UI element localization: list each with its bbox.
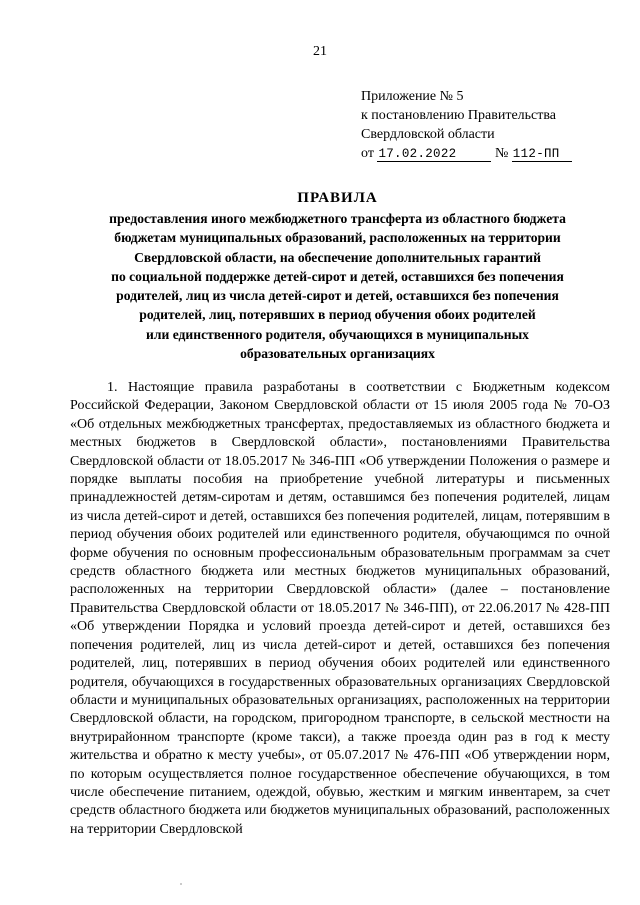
annex-line-3: Свердловской области bbox=[361, 127, 495, 142]
title-line: по социальной поддержке детей-сирот и детей, оставшихся без попечения bbox=[111, 268, 564, 284]
page-number: 21 bbox=[313, 44, 327, 59]
paragraph-1: 1. Настоящие правила разработаны в соответствии с Бюджетным кодексом Российской Федерации, Законом Свердловской области от 15 июля 2005 года № 70-ОЗ «Об отдельных межбюджетных трансфертах, предоставляемых из областного бюджета и местных бюджетов в Свердловской области», постановлениями Правительства Свердловской области от 18.05.2017 № 346-ПП «Об утверждении Положения о размере и порядке выплаты пособия на приобретение учебной литературы и письменных принадлежностей детям-сиротам и детям, оставшимся без попечения родителей, лицам из числа детей-сирот и детей, оставшихся без попечения родителей, лицам, потерявшим в период обучения обоих родителей или единственного родителя, обучающимся по очной форме обучения по основным профессиональным образовательным программам за счет средств областного бюджета или местных бюджетов муниципальных образований, расположенных на территории Свердловской области» (далее – постановление Правительства Свердловской области от 18.05.2017 № 346-ПП), от 22.06.2017 № 428-ПП «Об утверждении Порядка и условий проезда детей-сирот и детей, оставшихся без попечения родителей, лиц из числа детей-сирот и детей, оставшихся без попечения родителей, лиц, потерявших в период обучения обоих родителей или единственного родителя, обучающихся в государственных образовательных организациях Свердловской области и муниципальных образовательных организациях, расположенных на территории Свердловской области, на городском, пригородном транспорте, в сельской местности на внутрирайонном транспорте (кроме такси), а также проезда один раз в год к месту жительства и обратно к месту учебы», от 05.07.2017 № 476-ПП «Об утверждении норм, по которым осуществляется полное государственное обеспечение обучающихся, в том числе обеспечение питанием, одеждой, обувью, жестким и мягким инвентарем, за счет средств областного бюджета или бюджетов муниципальных образований, расположенных на территории Свердловской bbox=[70, 380, 610, 837]
title-line: бюджетам муниципальных образований, расположенных на территории bbox=[114, 230, 561, 246]
title-line: образовательных организациях bbox=[240, 346, 435, 362]
body-text bbox=[70, 379, 610, 839]
date-prefix: от bbox=[361, 146, 374, 161]
date-value: 17.02.2022 bbox=[377, 148, 491, 162]
document-title bbox=[70, 190, 605, 363]
scan-speck bbox=[180, 883, 182, 885]
title-line: Свердловской области, на обеспечение дополнительных гарантий bbox=[134, 249, 541, 265]
annex-line-1: Приложение № 5 bbox=[361, 89, 464, 104]
annex-date-line bbox=[361, 144, 611, 163]
title-subtitle bbox=[70, 209, 605, 363]
title-line: родителей, лиц, потерявших в период обучения обоих родителей bbox=[139, 307, 536, 323]
number-prefix: № bbox=[494, 146, 509, 161]
annex-line-2: к постановлению Правительства bbox=[361, 108, 557, 123]
number-value: 112-ПП bbox=[512, 148, 572, 162]
annex-block bbox=[361, 87, 611, 163]
title-line: предоставления иного межбюджетного трансферта из областного бюджета bbox=[109, 211, 566, 226]
title-line: или единственного родителя, обучающихся в муниципальных bbox=[146, 326, 529, 342]
title-line: родителей, лиц из числа детей-сирот и детей, оставшихся без попечения bbox=[116, 288, 559, 304]
title-main: ПРАВИЛА bbox=[297, 190, 378, 206]
